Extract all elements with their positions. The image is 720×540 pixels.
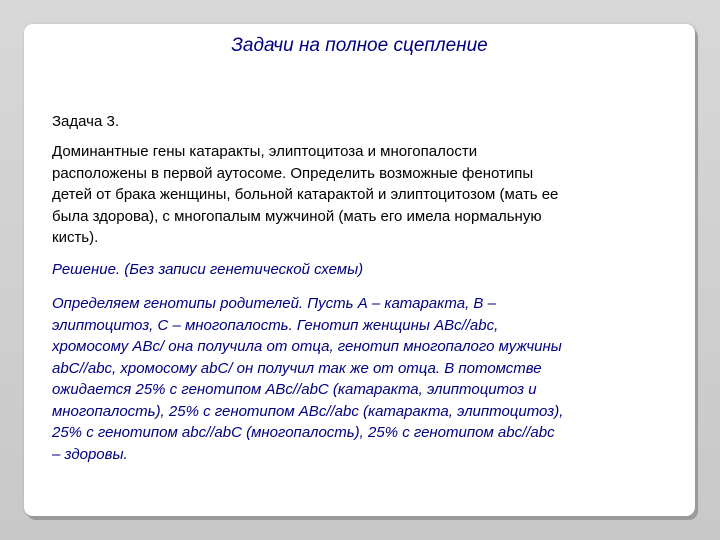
solution-text: [52, 293, 677, 465]
solution-line: аbС//аbс, хромосому аbС/ он получил так же от отца. В потомстве: [52, 359, 542, 377]
solution-line: элиптоцитоз, С – многопалость. Генотип женщины АВс//аbс,: [52, 316, 499, 334]
solution-line: 25% с генотипом аbс//аbС (многопалость), 25% с генотипом аbс//аbс: [52, 424, 555, 441]
slide-title: Задачи на полное сцепление: [231, 35, 488, 56]
task-line: детей от брака женщины, больной катарактой и элиптоцитозом (мать ее: [52, 186, 559, 203]
slide-card: [24, 24, 695, 516]
solution-line: – здоровы.: [52, 445, 128, 463]
task-label: Задача 3.: [52, 113, 120, 130]
solution-line: Определяем генотипы родителей. Пусть А – катаракта, В –: [52, 295, 496, 312]
solution-heading: Решение. (Без записи генетической схемы): [52, 261, 364, 278]
solution-line: многопалость), 25% с генотипом АВс//аbс (катаракта, элиптоцитоз),: [52, 402, 564, 420]
task-line: кисть).: [52, 229, 99, 246]
solution-line: хромосому АВс/ она получила от отца, генотип многопалого мужчины: [52, 338, 562, 355]
solution-line: ожидается 25% с генотипом АВс//аbС (катаракта, элиптоцитоз и: [52, 381, 537, 398]
task-line: была здорова), с многопалым мужчиной (мать его имела нормальную: [52, 207, 542, 225]
task-line: Доминантные гены катаракты, элиптоцитоза и многопалости: [52, 143, 478, 160]
task-text: [52, 141, 592, 249]
task-line: расположены в первой аутосоме. Определить возможные фенотипы: [52, 164, 534, 182]
